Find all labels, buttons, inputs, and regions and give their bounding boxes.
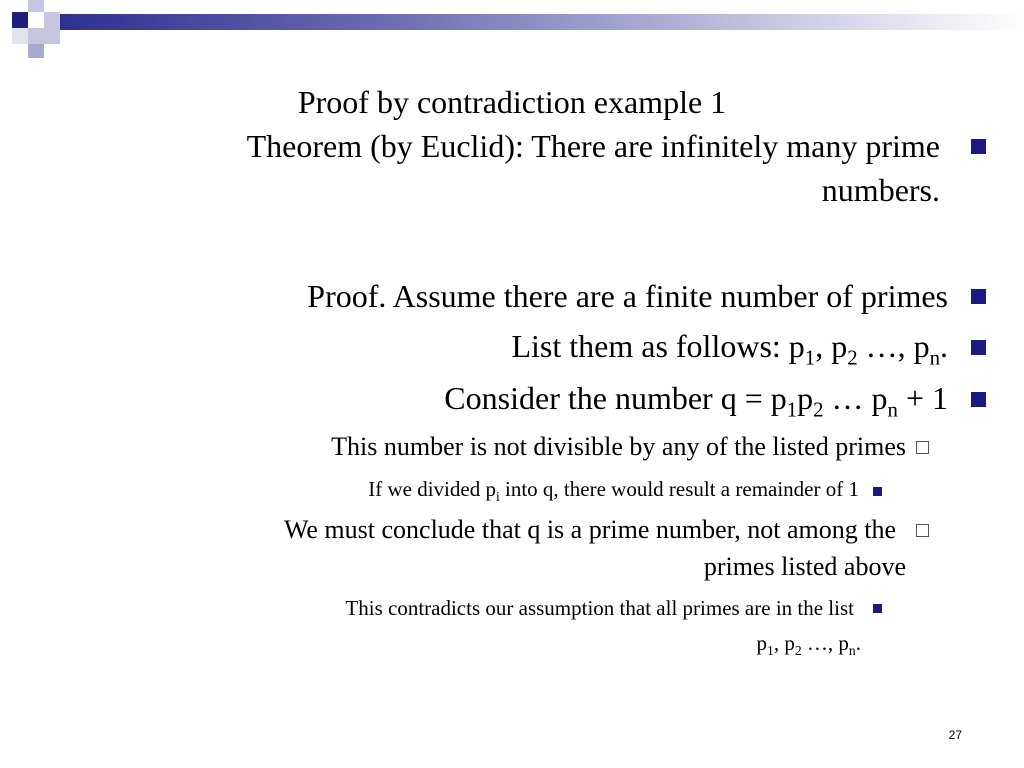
- remainder-line: [368, 474, 859, 512]
- list-primes-line: [511, 324, 948, 380]
- bullet-square-icon: [971, 340, 986, 355]
- conclude-line-1: We must conclude that q is a prime number, not among the: [283, 515, 896, 544]
- slide-title: Proof by contradiction example 1: [297, 84, 727, 120]
- page-number: 27: [948, 728, 962, 742]
- conclude-line-2: primes listed above: [703, 552, 906, 581]
- proof-line: Proof. Assume there are a finite number of primes: [307, 278, 948, 314]
- header-square-6: [28, 44, 44, 58]
- text-part: , p: [773, 631, 795, 655]
- header-square-2: [28, 0, 44, 12]
- consider-number-line: [444, 376, 948, 432]
- contradiction-line-2: [757, 628, 861, 666]
- text-part: .: [940, 328, 948, 364]
- header-square-7: [12, 28, 28, 44]
- text-part: Consider the number q = p: [444, 380, 787, 416]
- bullet-square-icon: [971, 289, 986, 304]
- text-part: If we divided p: [368, 477, 496, 501]
- header-square-1: [12, 12, 28, 28]
- subscript: 2: [813, 398, 824, 422]
- not-divisible-line: This number is not divisible by any of the listed primes: [331, 432, 906, 461]
- header-gradient-bar: [60, 14, 1024, 30]
- subscript: n: [887, 398, 898, 422]
- bullet-hollow-square-icon: [916, 524, 929, 537]
- bullet-hollow-square-icon: [916, 441, 929, 454]
- text-part: …, p: [801, 631, 849, 655]
- subscript: 2: [847, 346, 858, 370]
- text-part: .: [855, 631, 861, 655]
- text-part: into q, there would result a remainder of 1: [499, 477, 859, 501]
- subscript: n: [929, 346, 940, 370]
- bullet-square-icon: [971, 392, 986, 407]
- text-part: List them as follows: p: [511, 328, 805, 364]
- bullet-small-square-icon: [873, 487, 882, 496]
- subscript: 2: [794, 643, 802, 659]
- text-part: p: [756, 631, 768, 655]
- bullet-square-icon: [971, 139, 986, 154]
- contradiction-line-1: This contradicts our assumption that all primes are in the list: [345, 596, 854, 620]
- text-part: , p: [815, 328, 848, 364]
- theorem-line-1: Theorem (by Euclid): There are infinitely many prime: [246, 128, 940, 164]
- header-square-3: [44, 12, 60, 28]
- theorem-line-2: numbers.: [821, 172, 940, 208]
- header-square-4: [28, 28, 44, 44]
- subscript: 1: [786, 398, 798, 422]
- text-part: p: [797, 380, 814, 416]
- header-square-5: [44, 28, 60, 44]
- text-part: + 1: [897, 380, 948, 416]
- text-part: … p: [823, 380, 888, 416]
- subscript: i: [495, 489, 500, 505]
- subscript: 1: [767, 643, 774, 659]
- subscript: 1: [804, 346, 816, 370]
- subscript: n: [848, 643, 856, 659]
- bullet-small-square-icon: [873, 604, 882, 613]
- text-part: …, p: [857, 328, 930, 364]
